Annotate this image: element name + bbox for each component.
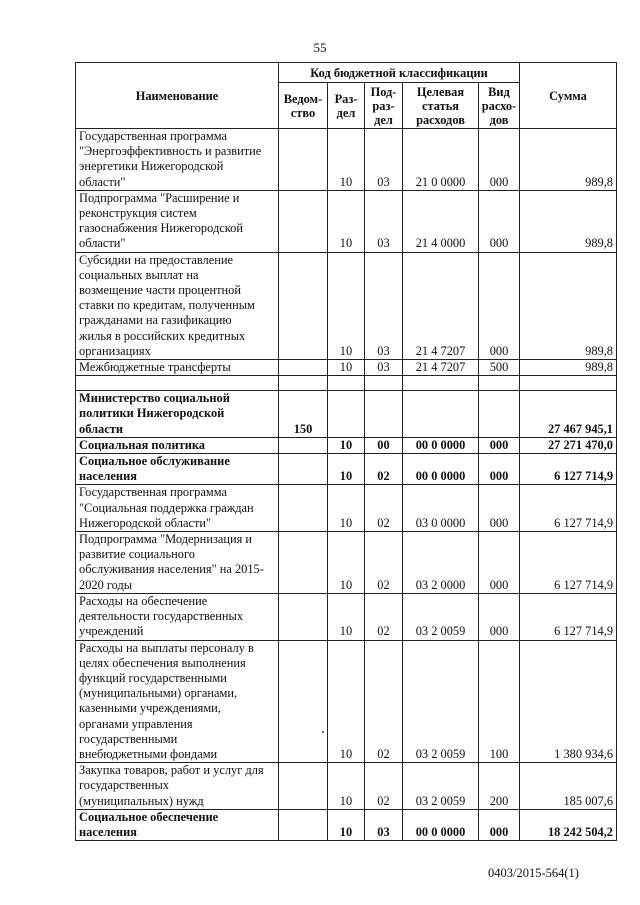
table-body [76,129,617,841]
row-name: Социальное обслуживание населения [76,454,279,485]
row-razdel: 10 [328,809,365,840]
row-razdel: 10 [328,485,365,532]
table-row [76,252,617,359]
row-podrazdel: 02 [365,640,403,763]
row-vedomstvo: 150 [279,391,328,438]
row-vedomstvo [279,252,328,359]
header-name: Наименование [76,63,279,129]
row-vid [479,391,520,438]
table-row [76,129,617,191]
row-summa: 1 380 934,6 [520,640,617,763]
row-summa: 6 127 714,9 [520,593,617,640]
document-code: 0403/2015-564(1) [488,866,579,880]
header-code-group: Код бюджетной классификации [279,63,520,83]
row-name: Социальная политика [76,437,279,453]
row-vid: 200 [479,763,520,810]
row-podrazdel: 03 [365,129,403,191]
row-razdel: 10 [328,129,365,191]
table-row [76,360,617,376]
empty-cell [328,376,365,391]
table-row [76,485,617,532]
table-row [76,437,617,453]
row-vedomstvo [279,593,328,640]
row-summa: 27 467 945,1 [520,391,617,438]
row-celevaya [403,391,479,438]
row-podrazdel [365,391,403,438]
row-vid: 000 [479,485,520,532]
row-razdel: 10 [328,454,365,485]
row-summa: 989,8 [520,129,617,191]
row-name: Государственная программа "Энергоэффективность и развитие энергетики Нижегородской области" [76,129,279,191]
row-vedomstvo [279,454,328,485]
scan-speck [322,731,324,733]
budget-table [75,62,617,841]
row-razdel: 10 [328,593,365,640]
empty-cell [76,376,279,391]
table-row [76,763,617,810]
row-name: Подпрограмма "Расширение и реконструкция систем газоснабжения Нижегородской области" [76,190,279,252]
table-row [76,391,617,438]
row-podrazdel: 02 [365,532,403,594]
row-celevaya: 00 0 0000 [403,437,479,453]
row-vid: 000 [479,437,520,453]
row-podrazdel: 02 [365,593,403,640]
row-razdel: 10 [328,640,365,763]
row-vid: 000 [479,190,520,252]
row-celevaya: 21 4 7207 [403,252,479,359]
row-celevaya: 21 4 7207 [403,360,479,376]
row-podrazdel: 02 [365,763,403,810]
row-podrazdel: 03 [365,809,403,840]
row-vid: 000 [479,129,520,191]
header-razdel: Раз- дел [328,83,365,129]
row-celevaya: 00 0 0000 [403,809,479,840]
row-vid: 000 [479,593,520,640]
row-vid: 500 [479,360,520,376]
row-vedomstvo [279,485,328,532]
row-summa: 989,8 [520,360,617,376]
row-vedomstvo [279,763,328,810]
row-vedomstvo [279,809,328,840]
row-celevaya: 03 2 0000 [403,532,479,594]
row-summa: 6 127 714,9 [520,454,617,485]
header-celevaya: Целевая статья расходов [403,83,479,129]
table-row [76,593,617,640]
row-celevaya: 03 2 0059 [403,763,479,810]
row-razdel: 10 [328,360,365,376]
row-name: Расходы на выплаты персоналу в целях обеспечения выполнения функций государственными (муниципальными) органами, казенными учреждениями, органами управления государственными внебюджетными фондами [76,640,279,763]
empty-cell [403,376,479,391]
row-name: Подпрограмма "Модернизация и развитие социального обслуживания населения" на 2015- 2020 годы [76,532,279,594]
row-name: Субсидии на предоставление социальных выплат на возмещение части процентной ставки по кредитам, полученным гражданами на газификацию жилья в российских кредитных организациях [76,252,279,359]
header-vid: Вид расхо- дов [479,83,520,129]
row-summa: 6 127 714,9 [520,532,617,594]
row-vedomstvo [279,532,328,594]
row-celevaya: 21 0 0000 [403,129,479,191]
row-razdel: 10 [328,252,365,359]
row-vid: 000 [479,809,520,840]
spacer-row [76,376,617,391]
table-row [76,640,617,763]
row-summa: 6 127 714,9 [520,485,617,532]
row-summa: 27 271 470,0 [520,437,617,453]
row-podrazdel: 02 [365,454,403,485]
row-vedomstvo [279,190,328,252]
row-celevaya: 21 4 0000 [403,190,479,252]
row-name: Расходы на обеспечение деятельности государственных учреждений [76,593,279,640]
row-razdel: 10 [328,190,365,252]
row-summa: 989,8 [520,190,617,252]
table-row [76,190,617,252]
row-vid: 000 [479,454,520,485]
row-celevaya: 03 2 0059 [403,593,479,640]
row-vid: 000 [479,532,520,594]
row-summa: 989,8 [520,252,617,359]
row-vid: 000 [479,252,520,359]
row-vedomstvo [279,360,328,376]
row-razdel: 10 [328,763,365,810]
row-vedomstvo [279,437,328,453]
row-vedomstvo [279,640,328,763]
row-name: Министерство социальной политики Нижегородской области [76,391,279,438]
header-vedomstvo: Ведом- ство [279,83,328,129]
table-row [76,532,617,594]
row-name: Социальное обеспечение населения [76,809,279,840]
row-podrazdel: 03 [365,360,403,376]
row-celevaya: 03 0 0000 [403,485,479,532]
row-vid: 100 [479,640,520,763]
row-podrazdel: 02 [365,485,403,532]
page-number: 55 [313,40,327,55]
table-row [76,454,617,485]
empty-cell [365,376,403,391]
row-name: Закупка товаров, работ и услуг для государственных (муниципальных) нужд [76,763,279,810]
row-podrazdel: 00 [365,437,403,453]
row-razdel: 10 [328,532,365,594]
row-razdel [328,391,365,438]
row-razdel: 10 [328,437,365,453]
table-row [76,809,617,840]
row-celevaya: 00 0 0000 [403,454,479,485]
row-podrazdel: 03 [365,252,403,359]
header-summa: Сумма [520,63,617,129]
row-podrazdel: 03 [365,190,403,252]
header-podrazdel: Под- раз- дел [365,83,403,129]
row-summa: 185 007,6 [520,763,617,810]
row-name: Межбюджетные трансферты [76,360,279,376]
row-celevaya: 03 2 0059 [403,640,479,763]
row-name: Государственная программа "Социальная поддержка граждан Нижегородской области" [76,485,279,532]
row-vedomstvo [279,129,328,191]
row-summa: 18 242 504,2 [520,809,617,840]
empty-cell [520,376,617,391]
empty-cell [279,376,328,391]
empty-cell [479,376,520,391]
